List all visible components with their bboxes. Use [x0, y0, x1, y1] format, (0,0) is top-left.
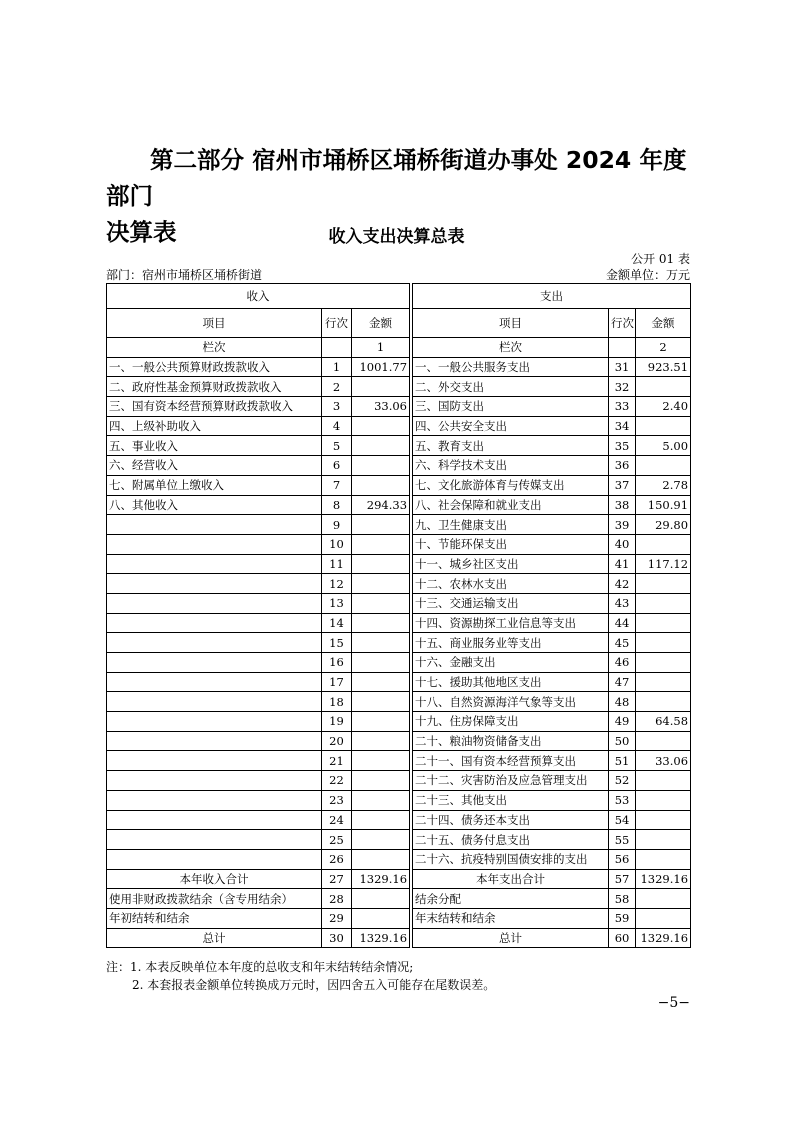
expense-line: 33: [609, 397, 636, 417]
table-row: [107, 397, 691, 417]
expense-line: 55: [609, 830, 636, 850]
income-amount: [352, 672, 410, 692]
expense-line: 46: [609, 653, 636, 673]
income-item-header: 项目: [107, 309, 322, 338]
expense-line: 40: [609, 534, 636, 554]
table-row: [107, 633, 691, 653]
table-row: [107, 771, 691, 791]
income-line: 9: [322, 515, 352, 535]
expense-line: 53: [609, 790, 636, 810]
table-row: [107, 436, 691, 456]
income-item: [107, 731, 322, 751]
expense-amount: 5.00: [636, 436, 691, 456]
ending-carryover-line: 59: [609, 908, 636, 928]
income-item: 一、一般公共预算财政拨款收入: [107, 357, 322, 377]
expense-amount: [636, 574, 691, 594]
income-amount: [352, 574, 410, 594]
expense-amount: 33.06: [636, 751, 691, 771]
year-income-total-line: 27: [322, 869, 352, 889]
year-expense-total-amount: 1329.16: [636, 869, 691, 889]
income-line-header: 行次: [322, 309, 352, 338]
table-row: [107, 593, 691, 613]
form-code: 公开 01 表: [631, 252, 690, 266]
expense-line: 56: [609, 849, 636, 869]
income-item: [107, 515, 322, 535]
expense-item: 二十五、债务付息支出: [413, 830, 609, 850]
beginning-carryover-label: 年初结转和结余: [107, 908, 322, 928]
beginning-carryover-line: 29: [322, 908, 352, 928]
expense-amount: [636, 830, 691, 850]
expense-item: 十四、资源勘探工业信息等支出: [413, 613, 609, 633]
income-line: 21: [322, 751, 352, 771]
table-row: [107, 751, 691, 771]
expense-line: 42: [609, 574, 636, 594]
expense-amount: 64.58: [636, 712, 691, 732]
income-item: 二、政府性基金预算财政拨款收入: [107, 377, 322, 397]
income-line: 5: [322, 436, 352, 456]
table-row: [107, 810, 691, 830]
grand-expense-total-label: 总计: [413, 928, 609, 948]
expense-amount: 2.40: [636, 397, 691, 417]
expense-item-header: 项目: [413, 309, 609, 338]
grand-expense-total-line: 60: [609, 928, 636, 948]
income-amount: [352, 849, 410, 869]
nonfiscal-row: [107, 889, 691, 909]
income-line: 23: [322, 790, 352, 810]
expense-amount: [636, 534, 691, 554]
expense-amount: [636, 810, 691, 830]
income-amount-header: 金额: [352, 309, 410, 338]
expense-amount: 2.78: [636, 475, 691, 495]
expense-amount: [636, 613, 691, 633]
expense-line: 34: [609, 416, 636, 436]
expense-line: 49: [609, 712, 636, 732]
section-header-row: [107, 284, 691, 309]
expense-amount: [636, 456, 691, 476]
expense-amount: 923.51: [636, 357, 691, 377]
expense-amount: [636, 633, 691, 653]
expense-amount: [636, 790, 691, 810]
income-line: 17: [322, 672, 352, 692]
income-amount: [352, 515, 410, 535]
expense-column-number: 2: [636, 338, 691, 358]
expense-line: 39: [609, 515, 636, 535]
income-amount: [352, 436, 410, 456]
expense-line: 54: [609, 810, 636, 830]
expense-item: 五、教育支出: [413, 436, 609, 456]
expense-amount: [636, 672, 691, 692]
table-row: [107, 712, 691, 732]
income-item: [107, 574, 322, 594]
expense-amount-header: 金额: [636, 309, 691, 338]
table-row: [107, 534, 691, 554]
grand-expense-total-amount: 1329.16: [636, 928, 691, 948]
expense-item: 九、卫生健康支出: [413, 515, 609, 535]
department-label: 部门：宿州市埇桥区埇桥街道: [106, 268, 263, 282]
expense-line: 37: [609, 475, 636, 495]
ending-carryover-amount: [636, 908, 691, 928]
expense-line: 52: [609, 771, 636, 791]
expense-item: 六、科学技术支出: [413, 456, 609, 476]
income-amount: [352, 771, 410, 791]
income-item: [107, 672, 322, 692]
income-item: [107, 712, 322, 732]
income-amount: 294.33: [352, 495, 410, 515]
income-amount: 1001.77: [352, 357, 410, 377]
nonfiscal-line: 28: [322, 889, 352, 909]
column-number-row: [107, 338, 691, 358]
year-income-total-label: 本年收入合计: [107, 869, 322, 889]
income-line: 2: [322, 377, 352, 397]
income-amount: [352, 633, 410, 653]
expense-line: 31: [609, 357, 636, 377]
table-row: [107, 849, 691, 869]
income-amount: [352, 731, 410, 751]
year-expense-total-label: 本年支出合计: [413, 869, 609, 889]
table-row: [107, 574, 691, 594]
expense-section-header: 支出: [413, 284, 691, 309]
income-item: [107, 771, 322, 791]
income-item: 六、经营收入: [107, 456, 322, 476]
surplus-distribution-line: 58: [609, 889, 636, 909]
expense-item: 四、公共安全支出: [413, 416, 609, 436]
income-amount: [352, 810, 410, 830]
income-line: 24: [322, 810, 352, 830]
expense-line: 50: [609, 731, 636, 751]
expense-item: 十三、交通运输支出: [413, 593, 609, 613]
income-amount: [352, 416, 410, 436]
income-amount: 33.06: [352, 397, 410, 417]
carryover-row: [107, 908, 691, 928]
income-line: 1: [322, 357, 352, 377]
expense-line: 32: [609, 377, 636, 397]
expense-amount: [636, 692, 691, 712]
income-line: 12: [322, 574, 352, 594]
year-income-total-amount: 1329.16: [352, 869, 410, 889]
nonfiscal-amount: [352, 889, 410, 909]
part-title-line1: 第二部分 宿州市埇桥区埇桥街道办事处 2024 年度部门: [106, 146, 687, 210]
expense-line: 48: [609, 692, 636, 712]
expense-amount: [636, 731, 691, 751]
income-amount: [352, 712, 410, 732]
expense-line-header: 行次: [609, 309, 636, 338]
expense-line: 43: [609, 593, 636, 613]
beginning-carryover-amount: [352, 908, 410, 928]
income-line: 10: [322, 534, 352, 554]
expense-amount: 117.12: [636, 554, 691, 574]
income-item: 五、事业收入: [107, 436, 322, 456]
expense-item: 二十二、灾害防治及应急管理支出: [413, 771, 609, 791]
income-item: 七、附属单位上缴收入: [107, 475, 322, 495]
income-line: 11: [322, 554, 352, 574]
income-line: 25: [322, 830, 352, 850]
expense-item: 二十三、其他支出: [413, 790, 609, 810]
nonfiscal-label: 使用非财政拨款结余（含专用结余）: [107, 889, 322, 909]
table-row: [107, 495, 691, 515]
income-line: 8: [322, 495, 352, 515]
table-row: [107, 515, 691, 535]
expense-item: 二十一、国有资本经营预算支出: [413, 751, 609, 771]
table-row: [107, 830, 691, 850]
income-amount: [352, 456, 410, 476]
surplus-distribution-label: 结余分配: [413, 889, 609, 909]
income-item: [107, 810, 322, 830]
income-line: 18: [322, 692, 352, 712]
table-row: [107, 613, 691, 633]
table-row: [107, 377, 691, 397]
income-item: 八、其他收入: [107, 495, 322, 515]
income-item: [107, 849, 322, 869]
grand-income-total-amount: 1329.16: [352, 928, 410, 948]
income-item: [107, 751, 322, 771]
note-2: 2. 本套报表金额单位转换成万元时，因四舍五入可能存在尾数误差。: [132, 978, 496, 992]
grand-income-total-label: 总计: [107, 928, 322, 948]
expense-item: 二十、粮油物资储备支出: [413, 731, 609, 751]
table-row: [107, 672, 691, 692]
expense-item: 十八、自然资源海洋气象等支出: [413, 692, 609, 712]
income-item: 三、国有资本经营预算财政拨款收入: [107, 397, 322, 417]
expense-amount: [636, 849, 691, 869]
year-total-row: [107, 869, 691, 889]
income-column-number: 1: [352, 338, 410, 358]
expense-item: 十九、住房保障支出: [413, 712, 609, 732]
income-item: [107, 613, 322, 633]
expense-amount: 150.91: [636, 495, 691, 515]
income-item: [107, 593, 322, 613]
part-title-line2: 决算表: [106, 218, 177, 246]
expense-item: 十一、城乡社区支出: [413, 554, 609, 574]
income-amount: [352, 751, 410, 771]
income-amount: [352, 534, 410, 554]
grand-total-row: [107, 928, 691, 948]
table-row: [107, 357, 691, 377]
expense-amount: 29.80: [636, 515, 691, 535]
income-amount: [352, 593, 410, 613]
ending-carryover-label: 年末结转和结余: [413, 908, 609, 928]
expense-item: 一、一般公共服务支出: [413, 357, 609, 377]
expense-item: 十二、农林水支出: [413, 574, 609, 594]
table-row: [107, 416, 691, 436]
table-title: 收入支出决算总表: [328, 227, 465, 247]
expense-item: 十、节能环保支出: [413, 534, 609, 554]
income-line: 7: [322, 475, 352, 495]
expense-amount: [636, 593, 691, 613]
expense-line: 44: [609, 613, 636, 633]
expense-column-label: 栏次: [413, 338, 609, 358]
amount-unit-label: 金额单位：万元: [605, 268, 690, 282]
income-item: [107, 653, 322, 673]
grand-income-total-line: 30: [322, 928, 352, 948]
income-amount: [352, 377, 410, 397]
expense-amount: [636, 416, 691, 436]
expense-item: 七、文化旅游体育与传媒支出: [413, 475, 609, 495]
table-row: [107, 731, 691, 751]
surplus-distribution-amount: [636, 889, 691, 909]
expense-line: 45: [609, 633, 636, 653]
income-amount: [352, 830, 410, 850]
income-line: 4: [322, 416, 352, 436]
income-amount: [352, 653, 410, 673]
income-item: [107, 633, 322, 653]
income-amount: [352, 554, 410, 574]
income-line: 16: [322, 653, 352, 673]
expense-amount: [636, 377, 691, 397]
table-row: [107, 554, 691, 574]
table-row: [107, 653, 691, 673]
income-line: 22: [322, 771, 352, 791]
income-section-header: 收入: [107, 284, 410, 309]
table-row: [107, 456, 691, 476]
income-line: 19: [322, 712, 352, 732]
expense-item: 三、国防支出: [413, 397, 609, 417]
expense-line: 36: [609, 456, 636, 476]
expense-amount: [636, 771, 691, 791]
income-amount: [352, 692, 410, 712]
expense-item: 八、社会保障和就业支出: [413, 495, 609, 515]
income-amount: [352, 790, 410, 810]
expense-line: 35: [609, 436, 636, 456]
income-line: 13: [322, 593, 352, 613]
income-item: [107, 790, 322, 810]
expense-line: 47: [609, 672, 636, 692]
table-row: [107, 475, 691, 495]
income-line: 26: [322, 849, 352, 869]
income-item: [107, 830, 322, 850]
note-1: 注：1. 本表反映单位本年度的总收支和年末结转结余情况;: [106, 960, 414, 974]
expense-item: 二、外交支出: [413, 377, 609, 397]
expense-line: 51: [609, 751, 636, 771]
column-header-row: [107, 309, 691, 338]
income-column-label: 栏次: [107, 338, 322, 358]
expense-amount: [636, 653, 691, 673]
income-expense-table: [106, 283, 691, 948]
expense-line: 41: [609, 554, 636, 574]
income-line: 3: [322, 397, 352, 417]
income-line: 20: [322, 731, 352, 751]
income-amount: [352, 613, 410, 633]
expense-item: 二十六、抗疫特别国债安排的支出: [413, 849, 609, 869]
year-expense-total-line: 57: [609, 869, 636, 889]
income-item: [107, 554, 322, 574]
income-item: [107, 692, 322, 712]
income-item: 四、上级补助收入: [107, 416, 322, 436]
income-amount: [352, 475, 410, 495]
expense-item: 十五、商业服务业等支出: [413, 633, 609, 653]
table-notes: [106, 958, 706, 994]
income-line: 6: [322, 456, 352, 476]
income-line: 15: [322, 633, 352, 653]
expense-item: 十七、援助其他地区支出: [413, 672, 609, 692]
income-item: [107, 534, 322, 554]
expense-item: 二十四、债务还本支出: [413, 810, 609, 830]
table-row: [107, 692, 691, 712]
expense-item: 十六、金融支出: [413, 653, 609, 673]
income-line: 14: [322, 613, 352, 633]
page-number: −5−: [657, 995, 690, 1011]
expense-line: 38: [609, 495, 636, 515]
table-row: [107, 790, 691, 810]
